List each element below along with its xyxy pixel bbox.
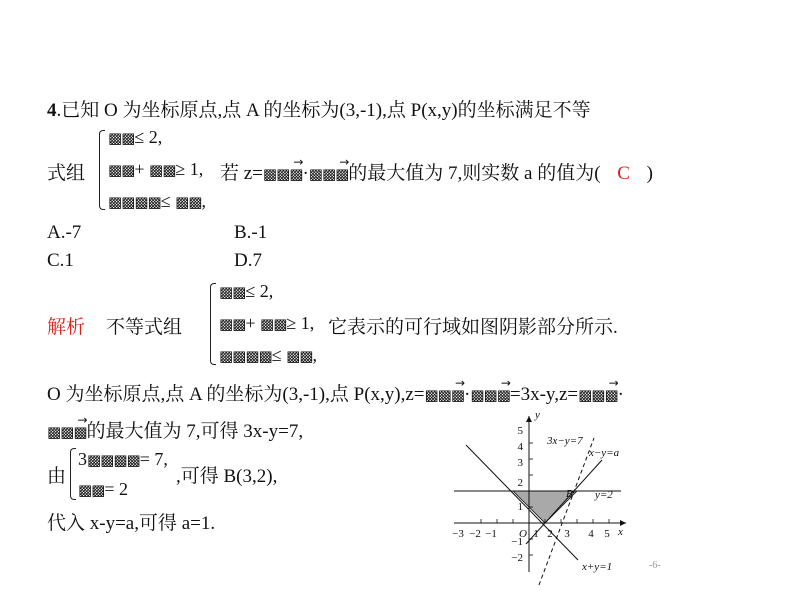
solution-line-4: O 为坐标原点,点 A 的坐标为(3,-1),点 P(x,y),z=→ ▩▩▩·→ ▩▩▩=3x-y,z=→ ▩▩▩· xyxy=(47,385,624,404)
solution-final: 代入 x-y=a,可得 a=1. xyxy=(47,513,216,534)
feasible-region-graph xyxy=(446,409,676,573)
option-c: C.1 xyxy=(47,250,74,271)
solution-result: ,可得 B(3,2), xyxy=(176,466,278,487)
option-b: B.-1 xyxy=(234,222,268,243)
problem-stem: .已知 O 为坐标原点,点 A 的坐标为(3,-1),点 P(x,y)的坐标满足不等 xyxy=(56,100,591,121)
origin-label: O xyxy=(519,528,527,540)
solution-brace xyxy=(210,283,216,365)
x-tick-label: −1 xyxy=(485,528,497,540)
solution-prefix: 不等式组 xyxy=(106,317,183,338)
answer-choice: C xyxy=(617,163,630,184)
vector-oa: → ▩▩▩ xyxy=(263,167,303,182)
system-row-1: ▩▩≤ 2, xyxy=(108,127,163,147)
equation-brace xyxy=(70,448,76,500)
solution-you: 由 xyxy=(47,466,67,487)
x-tick-label: 5 xyxy=(604,528,610,540)
solution-label: 解析 xyxy=(47,317,86,338)
solution-line-5: → ▩▩▩的最大值为 7,可得 3x-y=7, xyxy=(47,422,303,441)
y-tick-label: 4 xyxy=(517,441,523,453)
solution-row-1: ▩▩≤ 2, xyxy=(219,281,274,301)
system-brace xyxy=(99,130,105,210)
problem-number: 4 xyxy=(47,100,57,121)
solution-description: 它表示的可行域如图阴影部分所示. xyxy=(328,317,618,338)
page-number: -6- xyxy=(649,560,661,571)
solution-row-3: ▩▩▩▩≤ ▩▩, xyxy=(219,345,317,365)
x-tick-label: 1 xyxy=(533,528,539,540)
x-tick-label: −3 xyxy=(452,528,464,540)
option-d: D.7 xyxy=(234,250,262,271)
problem-line-1 xyxy=(47,101,591,120)
option-a: A.-7 xyxy=(47,222,82,243)
y-tick-label: 5 xyxy=(517,425,523,437)
y-axis-label: y xyxy=(535,409,540,421)
problem-condition: 若 z=→ ▩▩▩·→ ▩▩▩的最大值为 7,则实数 a 的值为( C ) xyxy=(220,164,653,183)
system-prefix: 式组 xyxy=(47,163,86,184)
y-tick-label: 2 xyxy=(517,477,523,489)
point-b-label: B xyxy=(566,488,573,500)
x-axis-label: x xyxy=(618,526,623,538)
system-row-3: ▩▩▩▩≤ ▩▩, xyxy=(108,191,206,211)
label-x-minus-y-a: x−y=a xyxy=(589,447,620,459)
label-x-plus-y-1: x+y=1 xyxy=(582,561,613,573)
equation-row-2: ▩▩= 2 xyxy=(78,479,129,499)
y-tick-label: −2 xyxy=(511,552,523,564)
system-row-2: ▩▩+ ▩▩≥ 1, xyxy=(108,159,204,179)
solution-row-2: ▩▩+ ▩▩≥ 1, xyxy=(219,313,315,333)
y-tick-label: 3 xyxy=(517,457,523,469)
equation-row-1: 3▩▩▩▩= 7, xyxy=(78,449,168,469)
x-tick-label: 2 xyxy=(547,528,553,540)
y-tick-label: 1 xyxy=(517,501,523,513)
vector-op: → ▩▩▩ xyxy=(309,167,349,182)
x-tick-label: 4 xyxy=(588,528,594,540)
x-tick-label: 3 xyxy=(564,528,570,540)
label-3x-minus-y-7: 3x−y=7 xyxy=(547,435,583,447)
x-tick-label: −2 xyxy=(469,528,481,540)
y-tick-label: −1 xyxy=(511,536,523,548)
label-y-2: y=2 xyxy=(595,489,613,501)
